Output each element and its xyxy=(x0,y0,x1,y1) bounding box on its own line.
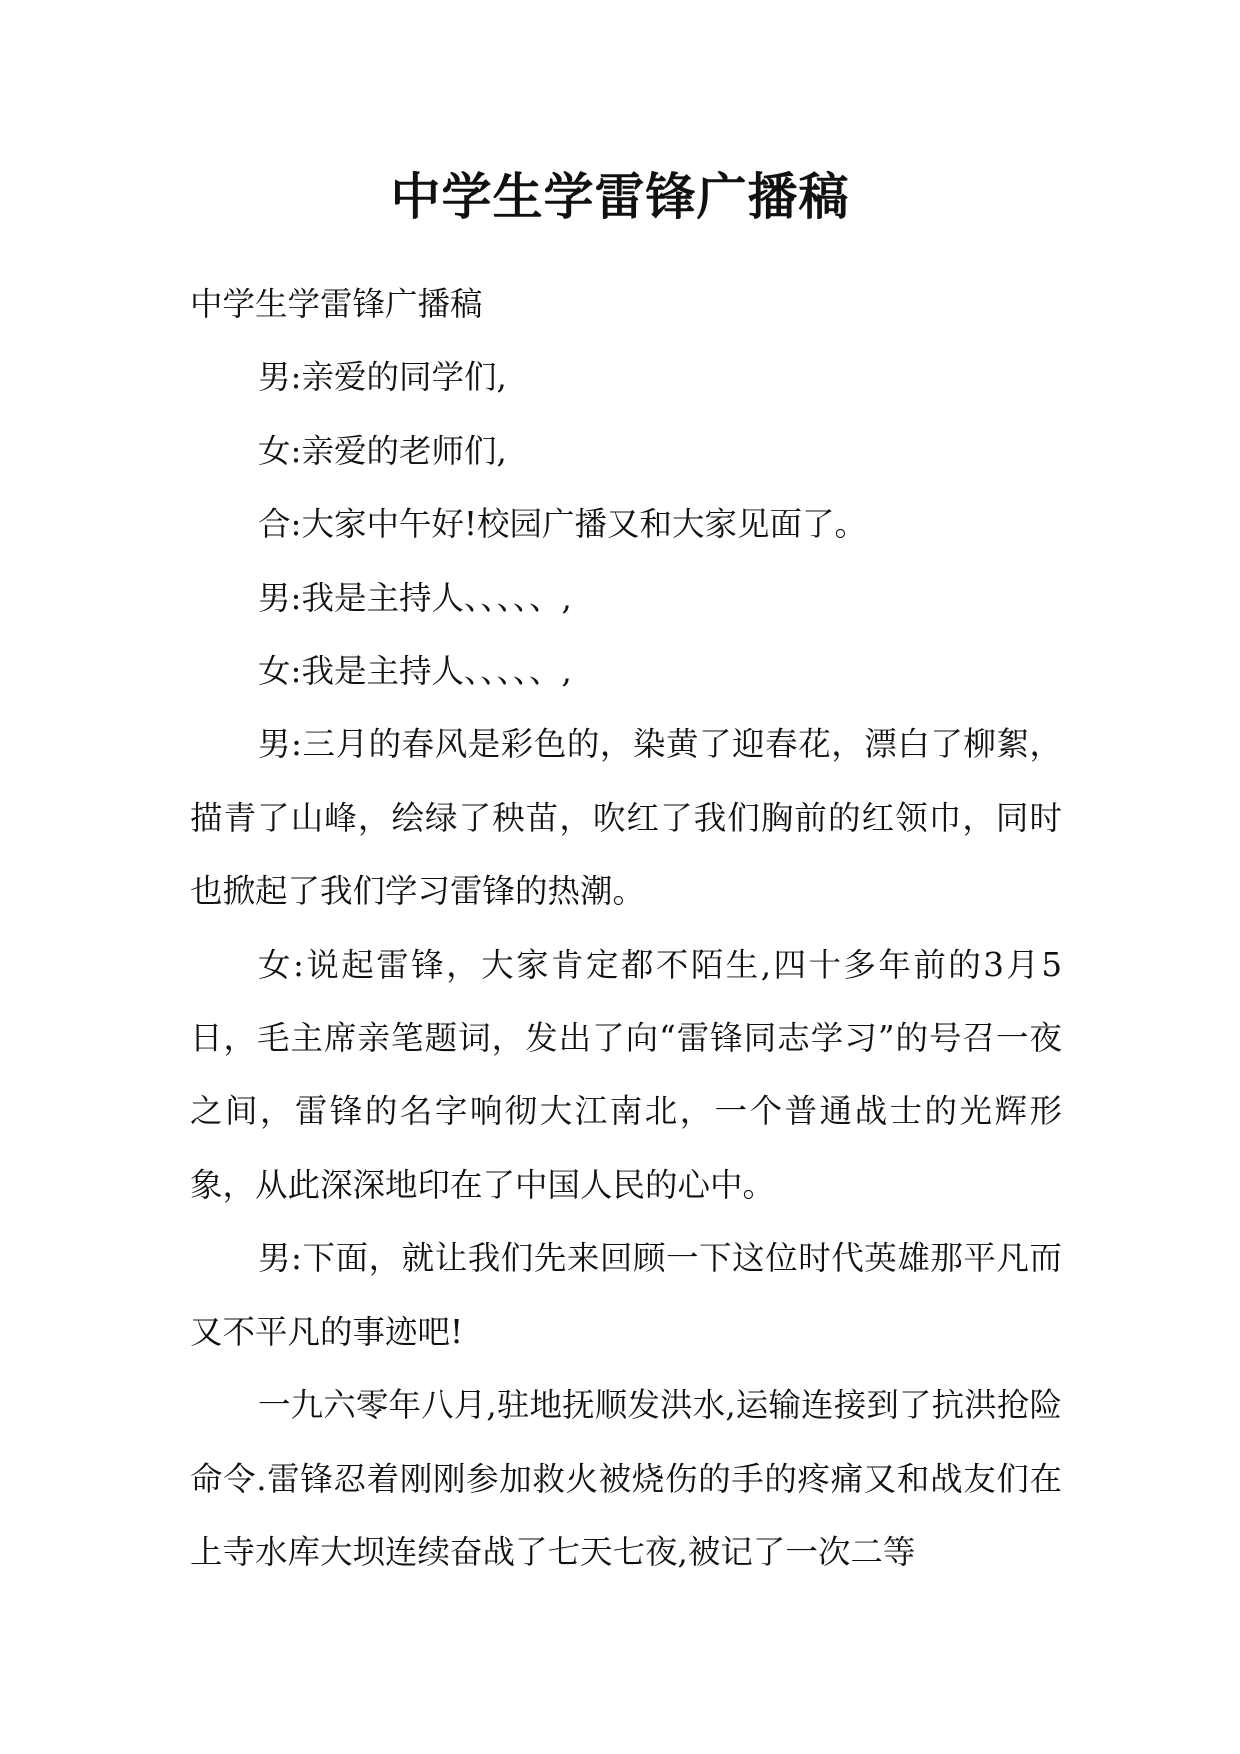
paragraph-6: 男:三月的春风是彩色的，染黄了迎春花，漂白了柳絮，描青了山峰，绘绿了秧苗，吹红了我们胸前的红领巾，同时也掀起了我们学习雷锋的热潮。 xyxy=(190,725,1062,911)
paragraph-8: 男:下面，就让我们先来回顾一下这位时代英雄那平凡而又不平凡的事迹吧! xyxy=(190,1239,1062,1351)
paragraph-4: 男:我是主持人、、、、、, xyxy=(258,578,572,617)
document-title: 中学生学雷锋广播稿 xyxy=(390,167,850,226)
document-body xyxy=(190,268,1062,1589)
paragraph-2: 女:亲爱的老师们, xyxy=(258,431,507,470)
paragraph-1: 男:亲爱的同学们, xyxy=(258,358,507,397)
paragraph-9: 一九六零年八月,驻地抚顺发洪水,运输连接到了抗洪抢险命令.雷锋忍着刚刚参加救火被烧伤的手的疼痛又和战友们在上寺水库大坝连续奋战了七天七夜,被记了一次二等 xyxy=(190,1386,1062,1571)
subtitle-line: 中学生学雷锋广播稿 xyxy=(190,285,483,323)
paragraph-3: 合:大家中午好!校园广播又和大家见面了。 xyxy=(258,505,868,544)
paragraph-7: 女:说起雷锋，大家肯定都不陌生,四十多年前的3月5日，毛主席亲笔题词，发出了向“雷锋同志学习”的号召一夜之间，雷锋的名字响彻大江南北，一个普通战士的光辉形象，从此深深地印在了中国人民的心中。 xyxy=(190,945,1062,1204)
paragraph-5: 女:我是主持人、、、、、, xyxy=(258,652,572,691)
